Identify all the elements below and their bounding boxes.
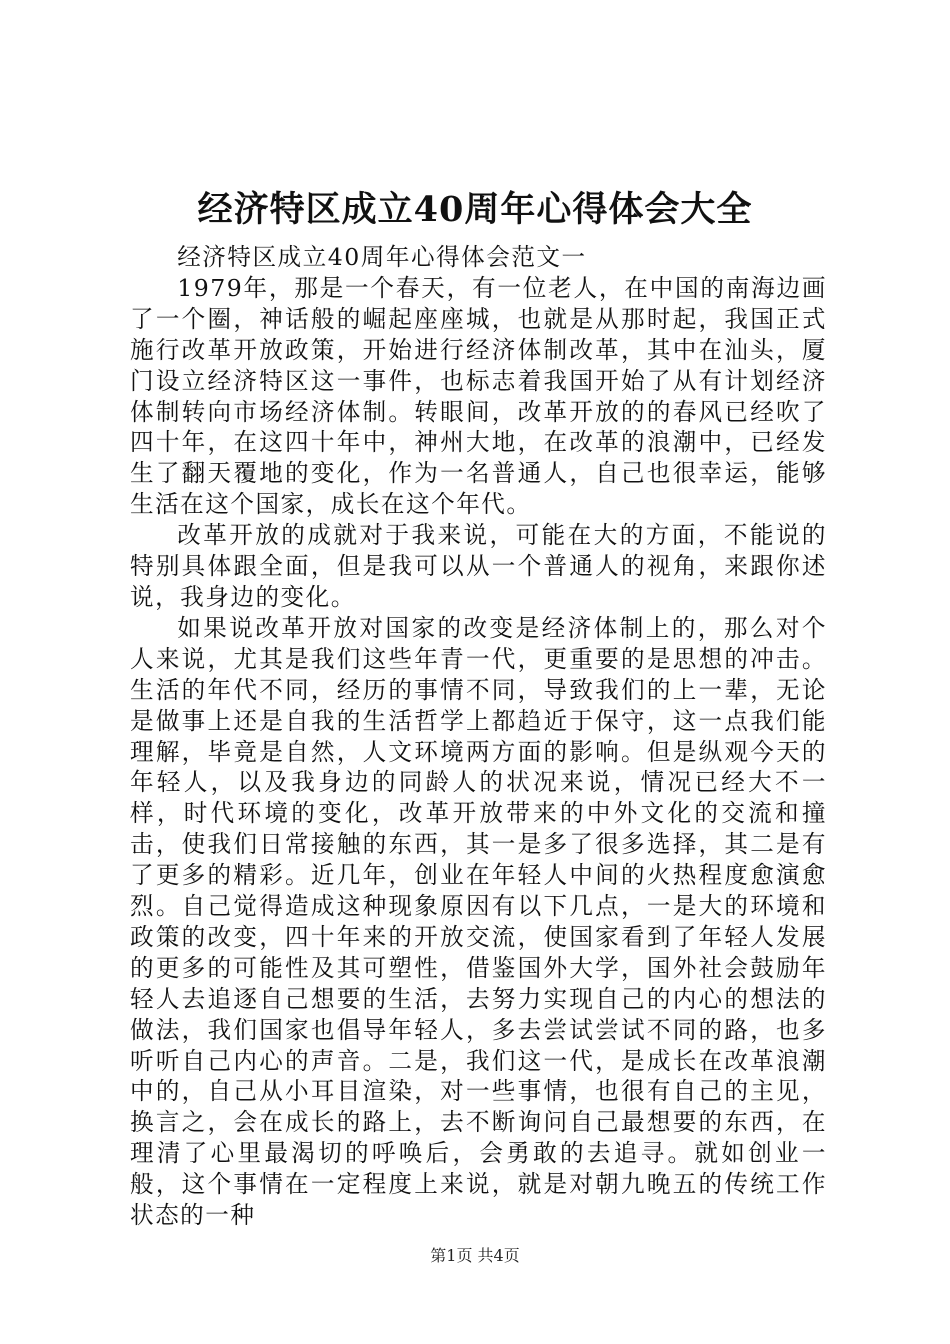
body-paragraph-3: 如果说改革开放对国家的改变是经济体制上的，那么对个人来说，尤其是我们这些年青一代，更重要的是思想的冲击。生活的年代不同，经历的事情不同，导致我们的上一辈，无论是做事上还是自我的生活哲学上都趋近于保守，这一点我们能理解，毕竟是自然，人文环境两方面的影响。但是纵观今天的年轻人，以及我身边的同龄人的状况来说，情况已经大不一样，时代环境的变化，改革开放带来的中外文化的交流和撞击，使我们日常接触的东西，其一是多了很多选择，其二是有了更多的精彩。近几年，创业在年轻人中间的火热程度愈演愈烈。自己觉得造成这种现象原因有以下几点，一是大的环境和政策的改变，四十年来的开放交流，使国家看到了年轻人发展的更多的可能性及其可塑性，借鉴国外大学，国外社会鼓励年轻人去追逐自己想要的生活，去努力实现自己的内心的想法的做法，我们国家也倡导年轻人，多去尝试尝试不同的路，也多听听自己内心的声音。二是，我们这一代，是成长在改革浪潮中的，自己从小耳目渲染，对一些事情，也很有自己的主见，换言之，会在成长的路上，去不断询问自己最想要的东西，在理清了心里最渴切的呼唤后，会勇敢的去追寻。就如创业一般，这个事情在一定程度上来说，就是对朝九晚五的传统工作状态的一种 bbox=[130, 613, 827, 1230]
document-title: 经济特区成立40周年心得体会大全 bbox=[197, 189, 753, 230]
page-footer: 第1页 共4页 bbox=[430, 1246, 520, 1265]
body-paragraph-1: 1979年，那是一个春天，有一位老人，在中国的南海边画了一个圈，神话般的崛起座座城，也就是从那时起，我国正式施行改革开放政策，开始进行经济体制改革，其中在汕头，厦门设立经济特区这一事件，也标志着我国开始了从有计划经济体制转向市场经济体制。转眼间，改革开放的的春风已经吹了四十年，在这四十年中，神州大地，在改革的浪潮中，已经发生了翻天覆地的变化，作为一名普通人，自己也很幸运，能够生活在这个国家，成长在这个年代。 bbox=[130, 273, 827, 519]
document-body bbox=[130, 242, 827, 1231]
body-paragraph-2: 改革开放的成就对于我来说，可能在大的方面，不能说的特别具体跟全面，但是我可以从一个普通人的视角，来跟你述说，我身边的变化。 bbox=[130, 521, 827, 611]
subtitle-paragraph: 经济特区成立40周年心得体会范文一 bbox=[177, 243, 587, 271]
